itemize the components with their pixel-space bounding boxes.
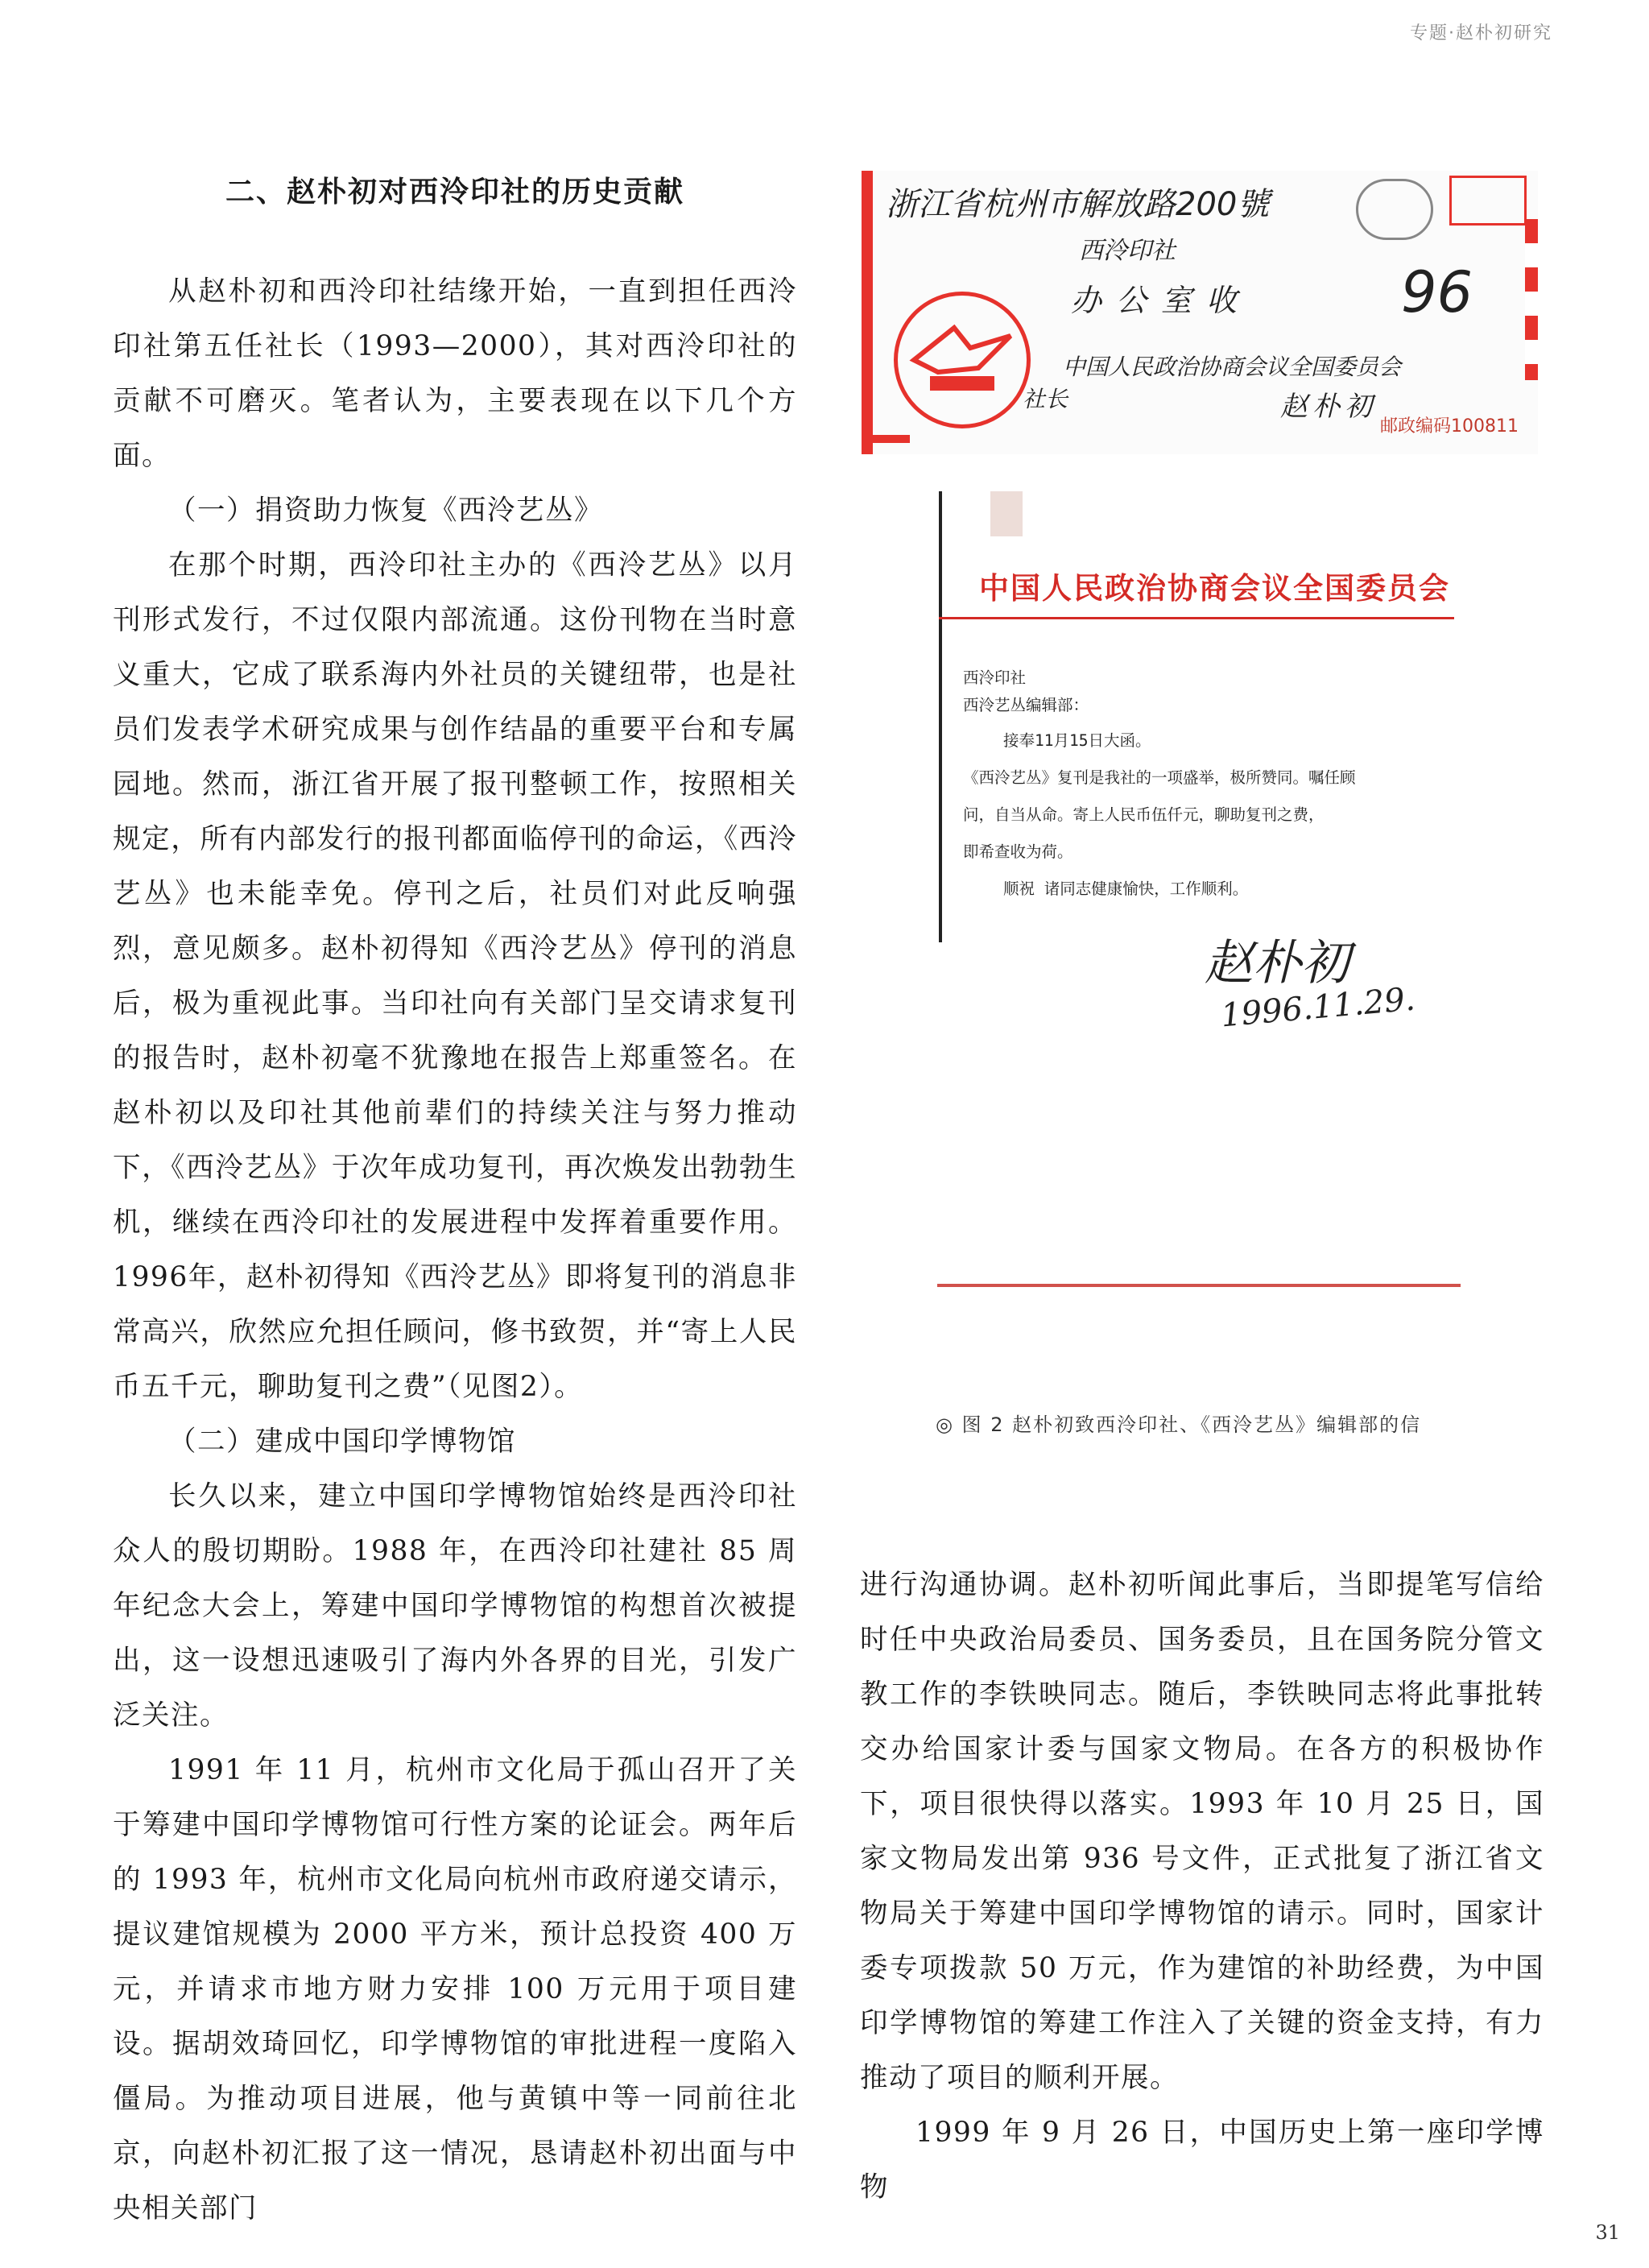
envelope-recipient: 西泠印社 <box>1079 237 1176 265</box>
section-title: 二、赵朴初对西泠印社的历史贡献 <box>225 176 685 209</box>
letter-line: 西泠印社 <box>963 668 1027 687</box>
letter-line: 接奉11月15日大函。 <box>1003 731 1151 750</box>
letterhead: 中国人民政治协商会议全国委员会 <box>979 571 1450 606</box>
envelope-postcode: 邮政编码100811 <box>1380 416 1519 437</box>
left-column-upper <box>113 264 797 2236</box>
figure-bottom-rule <box>937 1284 1461 1287</box>
letter-line: 顺祝 诸同志健康愉快，工作顺利。 <box>1003 879 1249 898</box>
letter-body <box>963 664 1446 903</box>
letter-small-stamp <box>990 491 1023 536</box>
envelope-red-border <box>862 171 873 454</box>
subheading: （二）建成中国印学博物馆 <box>168 1426 516 1458</box>
letter-image <box>939 491 1462 942</box>
postage-stamp-box <box>1449 176 1527 226</box>
envelope-sender-suffix: 社长 <box>1023 386 1068 412</box>
paragraph: 进行沟通协调。赵朴初听闻此事后，当即提笔写信给时任中央政治局委员、国务委员，且在国务院分管文教工作的李铁映同志。随后，李铁映同志将此事批转交办给国家计委与国家文物局。在各方的积极协作下，项目很快得以落实。1993 年 10 月 25 日，国家文物局发出第 936 号文件，正式批复了浙江省文物局关于筹建中国印学博物馆的请示。同时，国家计委专项拨款 50 万元，作为建馆的补助经费，为中国印学博物馆的筹建工作注入了关键的资金支持，有力推动了项目的顺利开展。 <box>860 1569 1544 2094</box>
envelope-address: 浙江省杭州市解放路200號 <box>886 186 1270 223</box>
letterhead-rule <box>939 617 1454 619</box>
signature-date: 1996.11.29. <box>1219 980 1417 1035</box>
envelope-image <box>862 171 1538 454</box>
paragraph: 1999 年 9 月 26 日，中国历史上第一座印学博物 <box>860 2117 1544 2204</box>
paragraph: 从赵朴初和西泠印社结缘开始，一直到担任西泠印社第五任社长（1993—2000），其对西泠印社的贡献不可磨灭。笔者认为，主要表现在以下几个方面。 <box>113 275 797 472</box>
envelope-number: 96 <box>1401 259 1473 325</box>
right-column-lower <box>860 1558 1544 2215</box>
figure-caption: ◎ 图 2 赵朴初致西泠印社、《西泠艺丛》编辑部的信 <box>936 1413 1422 1436</box>
letter-line: 《西泠艺丛》复刊是我社的一项盛举，极所赞同。嘱任顾 <box>963 768 1356 787</box>
paragraph: 长久以来，建立中国印学博物馆始终是西泠印社众人的殷切期盼。1988 年，在西泠印社建社 85 周年纪念大会上，筹建中国印学博物馆的构想首次被提出，这一设想迅速吸引了海内外各界的目光，引发广泛关注。 <box>113 1480 797 1732</box>
running-header: 专题·赵朴初研究 <box>1410 23 1552 43</box>
post-logo-icon <box>894 292 1031 428</box>
envelope-stripe <box>1525 219 1538 380</box>
envelope-office: 办公室收 <box>1071 283 1252 318</box>
letter-line: 西泠艺丛编辑部： <box>963 696 1089 714</box>
letter-line: 即希查收为荷。 <box>963 842 1073 861</box>
signature: 赵朴初 <box>1205 935 1349 991</box>
paragraph: 在那个时期，西泠印社主办的《西泠艺丛》以月刊形式发行，不过仅限内部流通。这份刊物在当时意义重大，它成了联系海内外社员的关键纽带，也是社员们发表学术研究成果与创作结晶的重要平台和专属园地。然而，浙江省开展了报刊整顿工作，按照相关规定，所有内部发行的报刊都面临停刊的命运，《西泠艺丛》也未能幸免。停刊之后，社员们对此反响强烈，意见颇多。赵朴初得知《西泠艺丛》停刊的消息后，极为重视此事。当印社向有关部门呈交请求复刊的报告时，赵朴初毫不犹豫地在报告上郑重签名。在赵朴初以及印社其他前辈们的持续关注与努力推动下，《西泠艺丛》于次年成功复刊，再次焕发出勃勃生机，继续在西泠印社的发展进程中发挥着重要作用。1996年，赵朴初得知《西泠艺丛》即将复刊的消息非常高兴，欣然应允担任顾问，修书致贺，并“寄上人民币五千元，聊助复刊之费”（见图2）。 <box>113 549 797 1403</box>
envelope-red-corner <box>862 435 910 443</box>
subheading: （一）捐资助力恢复《西泠艺丛》 <box>168 495 603 527</box>
paragraph: 1991 年 11 月，杭州市文化局于孤山召开了关于筹建中国印学博物馆可行性方案的论证会。两年后的 1993 年，杭州市文化局向杭州市政府递交请示，提议建馆规模为 2000 平方米，预计总投资 400 万元，并请求市地方财力安排 100 万元用于项目建设。据胡效琦回忆，印学博物馆的审批进程一度陷入僵局。为推动项目进展，他与黄镇中等一同前往北京，向赵朴初汇报了这一情况，恳请赵朴初出面与中央相关部门 <box>113 1754 797 2225</box>
letter-edge <box>939 491 942 942</box>
letter-line: 问，自当从命。寄上人民币伍仟元，聊助复刊之费， <box>963 805 1325 824</box>
envelope-sender-name: 赵朴初 <box>1280 391 1377 423</box>
postmark <box>1356 179 1433 240</box>
envelope-sender-org: 中国人民政治协商会议全国委员会 <box>1063 354 1402 380</box>
page-number: 31 <box>1595 2221 1620 2244</box>
